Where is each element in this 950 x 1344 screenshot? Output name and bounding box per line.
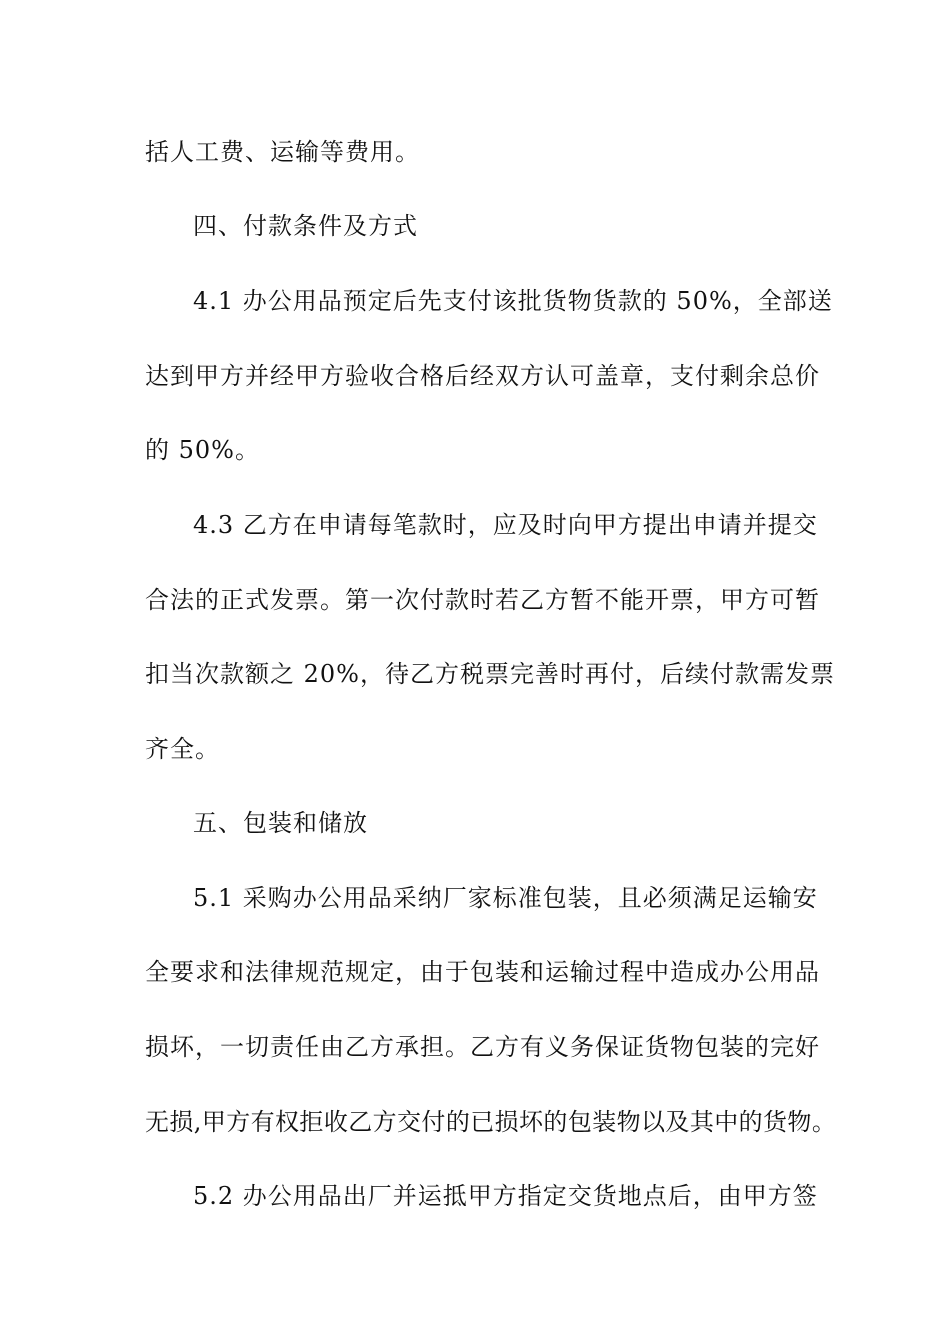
clause-4-1-line: 达到甲方并经甲方验收合格后经双方认可盖章，支付剩余总价 <box>145 362 820 390</box>
clause-4-1-line: 的 50%。 <box>145 436 260 464</box>
clause-4-3-line: 齐全。 <box>145 735 220 763</box>
clause-5-1-line: 5.1 采购办公用品采纳厂家标准包装，且必须满足运输安 <box>193 884 818 912</box>
body-text-line: 括人工费、运输等费用。 <box>145 138 420 166</box>
clause-5-1-line: 全要求和法律规范规定，由于包装和运输过程中造成办公用品 <box>145 958 820 986</box>
section-heading-4: 四、付款条件及方式 <box>193 212 418 240</box>
clause-5-1-line: 无损,甲方有权拒收乙方交付的已损坏的包装物以及其中的货物。 <box>145 1108 837 1136</box>
clause-5-2-line: 5.2 办公用品出厂并运抵甲方指定交货地点后，由甲方签 <box>193 1182 818 1210</box>
clause-4-3-line: 扣当次款额之 20%，待乙方税票完善时再付，后续付款需发票 <box>145 660 835 688</box>
clause-4-3-line: 4.3 乙方在申请每笔款时，应及时向甲方提出申请并提交 <box>193 511 818 539</box>
section-heading-5: 五、包装和储放 <box>193 809 368 837</box>
clause-4-3-line: 合法的正式发票。第一次付款时若乙方暂不能开票，甲方可暂 <box>145 586 820 614</box>
clause-5-1-line: 损坏，一切责任由乙方承担。乙方有义务保证货物包装的完好 <box>145 1033 820 1061</box>
clause-4-1-line: 4.1 办公用品预定后先支付该批货物货款的 50%，全部送 <box>193 287 833 315</box>
